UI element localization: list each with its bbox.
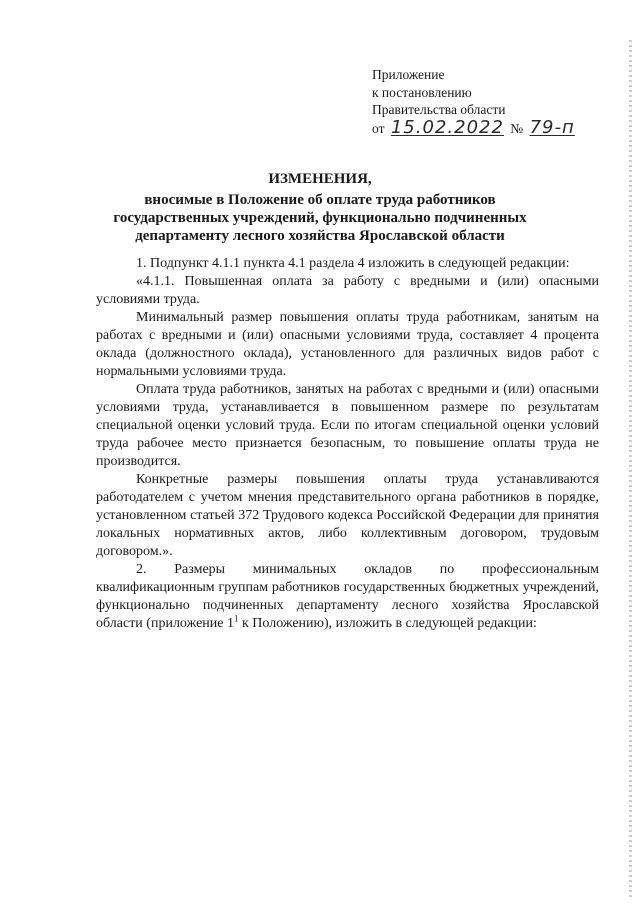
handwritten-date: 15.02.2022 [390,116,504,138]
paragraph-2: «4.1.1. Повышенная оплата за работу с вредными и (или) опасными условиями труда. [96,274,599,307]
document-title [95,170,545,245]
paragraph-6-start: 2. Размеры минимальных окладов по профессиональным квалификационным группам работников государственных бюджетных учреждений, функционально подчиненных департаменту лесного хозяйства Ярославской области (приложение 1 [96,562,599,631]
scan-edge-artifact [629,40,632,900]
annex-line-3: Правительства области [372,102,506,117]
paragraph-5: Конкретные размеры повышения оплаты труда устанавливаются работодателем с учетом мнения представительного органа работников в порядке, установленном статьей 372 Трудового кодекса Российской Федерации для принятия локальных нормативных актов, либо коллективным договором, трудовым договором.». [96,472,599,559]
title-heading: ИЗМЕНЕНИЯ, [268,171,372,187]
superscript-index: 1 [233,613,239,624]
date-prefix: от [372,120,385,136]
paragraph-1: 1. Подпункт 4.1.1 пункта 4.1 раздела 4 изложить в следующей редакции: [136,256,570,271]
annex-line-1: Приложение [372,67,445,82]
annex-line-2: к постановлению [372,84,472,100]
paragraph-6-end: к Положению), изложить в следующей редакции: [238,616,537,631]
annex-block [372,66,578,137]
paragraph-4: Оплата труда работников, занятых на работах с вредными и (или) опасными условиями труда, устанавливается в повышенном размере по результатам специальной оценки условий труда. Если по итогам специальной оценки условий труда рабочее место признается безопасным, то повышение оплаты труда не производится. [96,382,599,469]
title-subtitle: вносимые в Положение об оплате труда работников государственных учреждений, функционально подчиненных департаменту лесного хозяйства Ярославской области [113,192,527,244]
handwritten-number: 79-п [529,116,575,138]
number-prefix: № [510,120,524,136]
document-body [96,255,599,633]
paragraph-6 [96,561,599,633]
annex-date-line [372,116,578,138]
paragraph-3: Минимальный размер повышения оплаты труда работникам, занятым на работах с вредными и (или) опасными условиями труда, составляет 4 процента оклада (должностного оклада), установленного для различных видов работ с нормальными условиями труда. [96,310,599,379]
